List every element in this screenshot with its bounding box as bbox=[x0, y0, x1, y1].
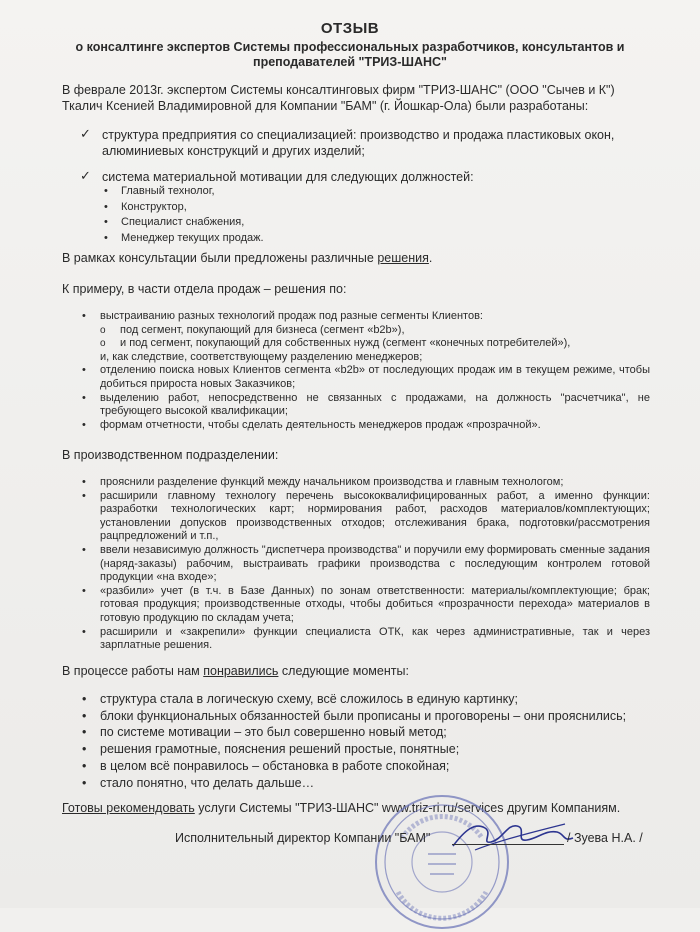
list-item: • решения грамотные, пояснения решений простые, понятные; bbox=[80, 741, 660, 758]
list-item-continuation: и, как следствие, соответствующему разделению менеджеров; bbox=[100, 350, 423, 363]
solutions-paragraph bbox=[62, 250, 652, 266]
list-item: • блоки функциональных обязанностей были прописаны и проговорены – они прояснились; bbox=[80, 708, 660, 725]
sales-heading: К примеру, в части отдела продаж – решения по: bbox=[62, 282, 347, 296]
list-item: • расширили главному технологу перечень высококвалифицированных работ, а именно функции: разработки технологических карт; нормирования работ, расходов материалов/комплектующих; установлении допусков производственных отходов; отслеживания брака, подготовки/рассмотрения рацпредложений и т.п., bbox=[80, 490, 650, 544]
document-subtitle: о консалтинге экспертов Системы профессиональных разработчиков, консультантов и преподавателей "ТРИЗ-ШАНС" bbox=[75, 40, 625, 69]
sales-solutions-list bbox=[80, 310, 650, 432]
list-item: • ввели независимую должность "диспетчера производства" и поручили ему формировать сменные задания (наряд-заказы) рабочим, выстраивать графики производства с последующим контролем готовой продукции «на входе»; bbox=[80, 544, 650, 585]
paragraph-text: В рамках консультации были предложены различные bbox=[62, 251, 378, 265]
list-item: • Главный технолог, bbox=[104, 184, 264, 200]
list-item: • стало понятно, что делать дальше… bbox=[80, 775, 660, 792]
liked-list bbox=[80, 691, 660, 791]
document-title: ОТЗЫВ bbox=[320, 20, 380, 37]
list-item: • формам отчетности, чтобы сделать деятельность менеджеров продаж «прозрачной». bbox=[80, 419, 650, 433]
signature-line bbox=[452, 844, 564, 845]
intro-paragraph: В феврале 2013г. экспертом Системы консалтинговых фирм "ТРИЗ-ШАНС" (ООО "Сычев и К") Ткалич Ксенией Владимировной для Компании "БАМ" (г. Йошкар-Ола) были разработаны: bbox=[62, 83, 615, 113]
production-list bbox=[80, 476, 650, 653]
check-item-text: структура предприятия со специализацией: производство и продажа пластиковых окон, алюминиевых конструкций и других изделий; bbox=[102, 128, 615, 158]
list-item: • Специалист снабжения, bbox=[104, 215, 264, 231]
list-item: • структура стала в логическую схему, всё сложилось в единую картинку; bbox=[80, 691, 660, 708]
checkmark-icon: ✓ bbox=[80, 168, 91, 183]
list-item: • Менеджер текущих продаж. bbox=[104, 231, 264, 247]
paragraph-text: . bbox=[428, 251, 433, 265]
list-item: • отделению поиска новых Клиентов сегмента «b2b» от последующих продаж им в текущем режиме, чтобы добиться прироста новых Заказчиков; bbox=[80, 364, 650, 391]
paragraph-text: услуги Системы "ТРИЗ-ШАНС" www.triz-ri.ru/services другим Компаниям. bbox=[194, 801, 621, 815]
sub-list-item: o под сегмент, покупающий для бизнеса (сегмент «b2b»), bbox=[80, 324, 650, 338]
check-item-text: система материальной мотивации для следующих должностей: bbox=[102, 170, 474, 184]
list-item: • прояснили разделение функций между начальником производства и главным технологом; bbox=[80, 476, 650, 490]
underlined-phrase: Готовы рекомендовать bbox=[62, 801, 195, 815]
list-item: • выделению работ, непосредственно не связанных с продажами, на должность "расчетчика", не требующего высокой квалификации; bbox=[80, 392, 650, 419]
signer-name: / Зуева Н.А. / bbox=[567, 831, 643, 845]
checkmark-icon: ✓ bbox=[80, 126, 91, 141]
list-item: • расширили и «закрепили» функции специалиста ОТК, как через административные, так и через зарплатные решения. bbox=[80, 626, 650, 653]
underlined-word: понравились bbox=[203, 664, 279, 678]
list-item: • в целом всё понравилось – обстановка в работе спокойная; bbox=[80, 758, 660, 775]
handwritten-signature bbox=[445, 812, 580, 857]
production-heading: В производственном подразделении: bbox=[62, 448, 279, 462]
list-item: • выстраиванию разных технологий продаж под разные сегменты Клиентов: bbox=[80, 310, 650, 324]
underlined-word: решения bbox=[377, 251, 429, 265]
signer-title: Исполнительный директор Компании "БАМ" bbox=[175, 831, 431, 845]
liked-heading bbox=[62, 663, 652, 679]
list-item: • по системе мотивации – это был совершенно новый метод; bbox=[80, 724, 660, 741]
list-item: • «разбили» учет (в т.ч. в Базе Данных) по зонам ответственности: материалы/комплектующие; брак; готовая продукция; производственные отходы, чтобы добиться «прозрачности перехода» материалов в готовую продукцию по складам учета; bbox=[80, 585, 650, 626]
positions-list bbox=[104, 184, 264, 246]
sub-list-item: o и под сегмент, покупающий для собственных нужд (сегмент «конечных потребителей»), bbox=[80, 337, 650, 351]
list-item: • Конструктор, bbox=[104, 200, 264, 216]
paragraph-text: В процессе работы нам bbox=[62, 664, 204, 678]
paragraph-text: следующие моменты: bbox=[278, 664, 409, 678]
